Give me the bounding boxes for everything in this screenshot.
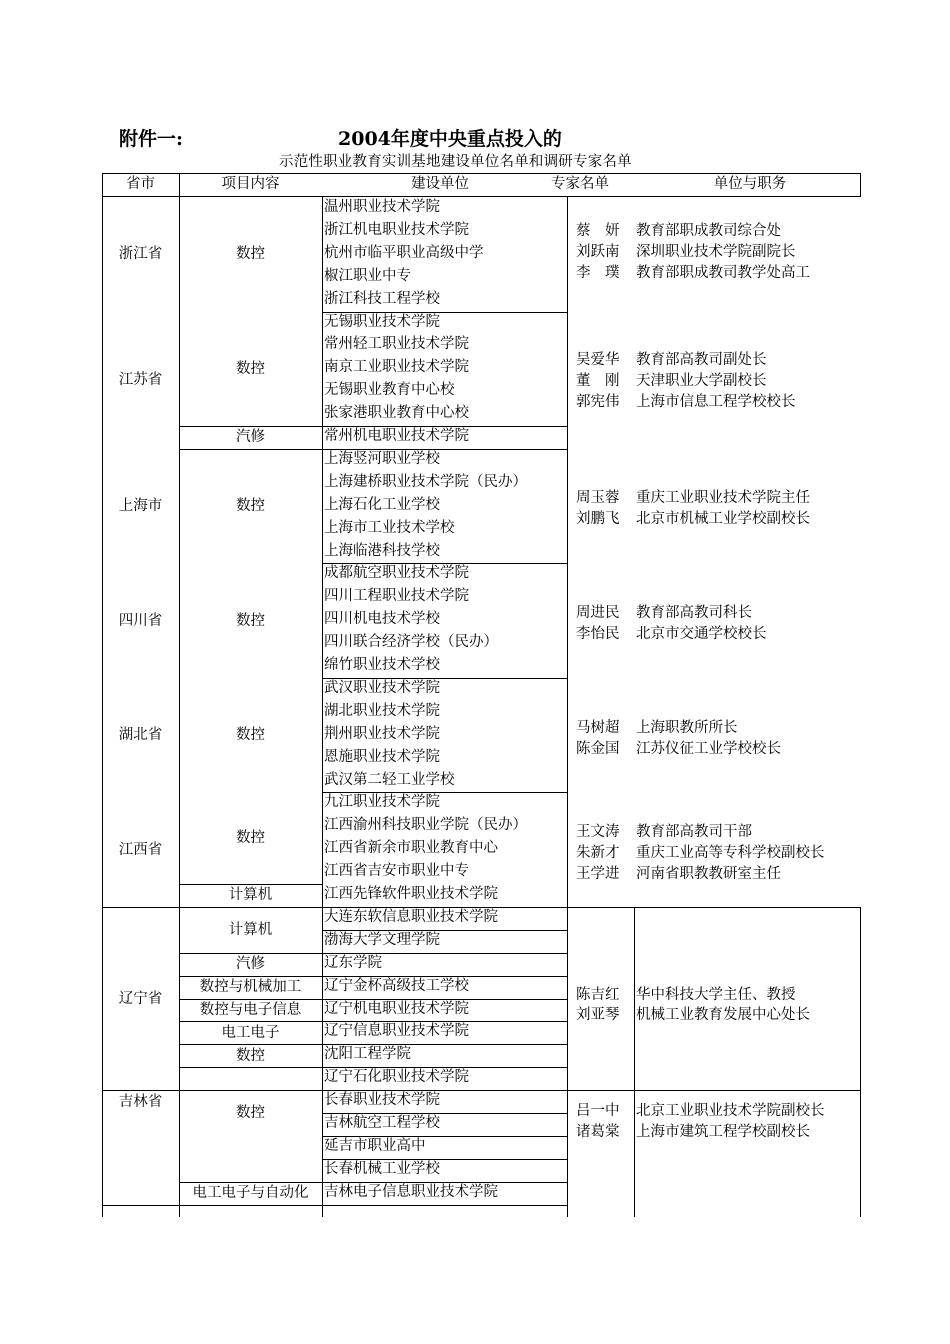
unit-name: 吉林航空工程学校 [324,1115,440,1131]
expert-name: 周进民 [576,605,620,621]
unit-name: 辽宁机电职业技术学院 [324,1000,469,1017]
expert-title: 重庆工业高等专科学校副校长 [636,845,825,861]
expert-title: 北京市机械工业学校副校长 [636,511,810,527]
unit-rule [322,999,567,1000]
expert-name: 董 刚 [576,373,620,389]
project-rule [179,1090,322,1091]
expert-name: 吴爱华 [576,352,620,368]
project-rule [179,907,322,908]
unit-group-rule [322,312,567,313]
unit-name: 杭州市临平职业高级中学 [324,244,484,261]
col-rule [567,196,568,1217]
province-rule [102,1205,179,1206]
table-right-rule [860,173,861,197]
unit-name: 辽宁金杯高级技工学校 [324,977,469,994]
expert-title: 上海职教所所长 [636,720,738,736]
header-bottom-rule [102,196,860,197]
unit-name: 四川机电技术学校 [324,611,440,628]
expert-title: 河南省职教教研室主任 [636,866,781,882]
expert-title: 上海市信息工程学校校长 [636,394,796,410]
unit-name: 荆州职业技术学院 [324,725,440,742]
unit-group-rule [322,792,567,793]
project-rule [179,976,322,977]
unit-rule [322,930,567,931]
unit-name: 延吉市职业高中 [324,1137,426,1154]
expert-name: 周玉蓉 [576,490,620,506]
expert-name: 王学进 [576,866,620,882]
project-rule [179,1044,322,1045]
col-rule [322,196,323,1217]
column-header: 专家名单 [551,176,609,192]
unit-name: 温州职业技术学院 [324,199,440,215]
project-rule [179,449,322,450]
table-left-rule [102,173,103,1217]
expert-title: 北京市交通学校校长 [636,626,767,642]
unit-name: 绵竹职业技术学校 [324,657,440,673]
expert-name: 郭宪伟 [576,394,620,410]
unit-rule [322,1044,567,1045]
column-header: 项目内容 [221,176,280,192]
province-name: 江苏省 [118,372,163,389]
project-rule [179,1021,322,1022]
project-name: 数控与电子信息 [199,1001,302,1018]
unit-rule [322,1067,567,1068]
unit-name: 上海竖河职业学校 [324,450,440,467]
project-name: 汽修 [236,956,265,973]
province-rule [102,1090,179,1091]
unit-name: 无锡职业教育中心校 [324,382,455,399]
unit-name: 四川工程职业技术学院 [324,588,469,605]
expert-name: 刘亚琴 [576,1007,620,1023]
unit-rule [322,1090,567,1091]
unit-name: 渤海大学文理学院 [324,931,440,948]
unit-name: 恩施职业技术学院 [324,748,440,765]
expert-rule [567,907,860,908]
unit-name: 上海临港科技学校 [324,542,440,559]
unit-name: 辽宁石化职业技术学院 [324,1069,469,1086]
expert-title: 重庆工业职业技术学院主任 [636,490,810,506]
unit-rule [322,1159,567,1160]
unit-name: 湖北职业技术学院 [324,702,440,719]
province-name: 辽宁省 [118,990,163,1007]
unit-name: 南京工业职业技术学院 [324,359,469,376]
project-name: 汽修 [236,429,265,446]
project-rule [179,953,322,954]
unit-rule [322,1113,567,1114]
unit-name: 江西渝州科技职业学院（民办） [324,817,527,834]
province-name: 湖北省 [118,727,163,744]
unit-rule [322,976,567,977]
unit-name: 吉林电子信息职业技术学院 [324,1183,498,1200]
expert-title: 教育部职成教司综合处 [636,223,781,239]
unit-name: 上海石化工业学校 [324,496,440,513]
project-name: 数控与机械加工 [199,979,302,996]
project-name: 电工电子 [221,1024,280,1041]
expert-title: 江苏仪征工业学校校长 [636,741,781,757]
unit-name: 常州轻工职业技术学院 [324,336,469,353]
project-name: 数控 [236,612,265,629]
unit-name: 武汉职业技术学院 [324,679,440,696]
expert-name: 陈金国 [576,741,620,757]
unit-name: 长春职业技术学院 [324,1092,440,1109]
province-rule [102,907,179,908]
unit-group-rule [322,426,567,427]
unit-name: 浙江机电职业技术学院 [324,221,469,238]
expert-name: 吕一中 [576,1103,620,1119]
province-name: 上海市 [118,498,163,515]
unit-group-rule [322,678,567,679]
col-rule [634,907,635,1217]
expert-title: 教育部高教司干部 [636,824,752,840]
expert-title: 天津职业大学副校长 [636,373,767,389]
expert-title: 机械工业教育发展中心处长 [636,1007,810,1023]
project-rule [179,884,322,885]
unit-rule [322,1182,567,1183]
unit-name: 武汉第二轻工业学校 [324,771,455,788]
unit-name: 上海市工业技术学校 [324,519,455,536]
unit-name: 江西省新余市职业教育中心 [324,840,498,857]
project-name: 数控 [236,830,265,847]
project-name: 数控 [236,360,265,377]
project-rule [179,1205,322,1206]
unit-name: 江西省吉安市职业中专 [324,863,469,880]
project-rule [179,1067,322,1068]
project-name: 数控 [236,1047,265,1064]
document-subtitle: 示范性职业教育实训基地建设单位名单和调研专家名单 [279,154,632,170]
unit-name: 江西先锋软件职业技术学院 [324,886,498,902]
unit-name: 椒江职业中专 [324,267,411,284]
expert-title: 北京工业职业技术学院副校长 [636,1103,825,1119]
unit-rule [322,1136,567,1137]
expert-name: 李怡民 [576,626,620,642]
unit-group-rule [322,449,567,450]
expert-title: 教育部高教司副处长 [636,352,767,368]
unit-name: 常州机电职业技术学院 [324,428,469,444]
province-name: 浙江省 [118,246,163,263]
unit-rule [322,1205,567,1206]
project-name: 数控 [236,498,265,515]
project-name: 数控 [236,246,265,263]
expert-name: 刘鹏飞 [576,511,620,527]
header-top-rule [102,173,860,174]
expert-title: 上海市建筑工程学校副校长 [636,1124,810,1140]
project-rule [179,999,322,1000]
expert-name: 李 璞 [576,265,620,281]
project-name: 数控 [236,727,265,744]
attachment-label: 附件一: [119,128,184,150]
column-header: 省市 [126,176,155,192]
project-name: 数控 [236,1105,265,1121]
unit-name: 辽宁信息职业技术学院 [324,1023,469,1040]
unit-name: 成都航空职业技术学院 [324,565,469,582]
expert-name: 王文涛 [576,824,620,840]
unit-name: 浙江科技工程学校 [324,290,440,307]
unit-name: 辽东学院 [324,954,382,971]
unit-rule [322,953,567,954]
unit-name: 四川联合经济学校（民办） [324,634,498,651]
province-name: 吉林省 [118,1093,163,1110]
unit-name: 长春机械工业学校 [324,1160,440,1177]
project-rule [179,1182,322,1183]
expert-name: 朱新才 [576,845,620,861]
unit-name: 沈阳工程学院 [324,1046,411,1063]
unit-name: 无锡职业技术学院 [324,313,440,330]
project-name: 电工电子与自动化 [192,1185,309,1202]
project-name: 计算机 [228,887,273,904]
unit-name: 大连东软信息职业技术学院 [324,908,498,925]
expert-name: 刘跃南 [576,244,620,260]
expert-name: 诸葛棠 [576,1124,620,1140]
expert-rule [567,1090,860,1091]
column-header: 建设单位 [411,176,469,192]
project-name: 计算机 [228,921,273,938]
province-name: 江西省 [118,841,163,858]
unit-name: 九江职业技术学院 [324,794,440,811]
expert-name: 蔡 妍 [576,223,620,239]
expert-name: 陈吉红 [576,987,620,1003]
table-right-rule [860,907,861,1217]
expert-title: 教育部职成教司教学处高工 [636,265,810,281]
expert-title: 深圳职业技术学院副院长 [636,244,796,260]
document-title: 2004年度中央重点投入的 [338,128,562,150]
expert-name: 马树超 [576,720,620,736]
unit-rule [322,907,567,908]
unit-group-rule [322,563,567,564]
project-rule [179,426,322,427]
expert-title: 华中科技大学主任、教授 [636,987,796,1003]
expert-title: 教育部高教司科长 [636,605,752,621]
unit-name: 上海建桥职业技术学院（民办） [324,473,527,490]
unit-name: 张家港职业教育中心校 [324,405,469,422]
column-header: 单位与职务 [713,176,787,192]
unit-rule [322,1021,567,1022]
province-name: 四川省 [118,612,163,629]
